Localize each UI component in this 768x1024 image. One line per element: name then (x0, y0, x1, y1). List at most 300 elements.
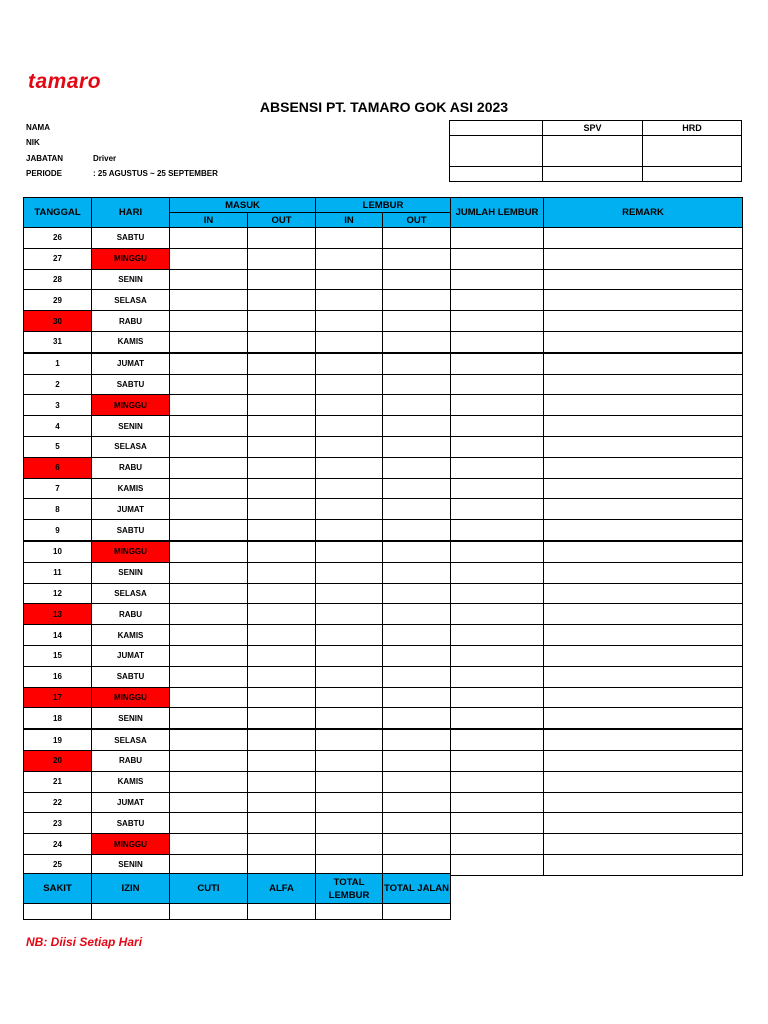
lembur-out-cell[interactable] (383, 583, 451, 604)
remark-cell[interactable] (544, 666, 743, 687)
masuk-out-cell[interactable] (248, 666, 316, 687)
lembur-in-cell[interactable] (316, 771, 383, 792)
summary-izin-value[interactable] (92, 904, 170, 920)
hari-cell: SENIN (92, 269, 170, 290)
hari-cell: JUMAT (92, 792, 170, 813)
tanggal-cell: 23 (24, 813, 92, 834)
summary-alfa: ALFA (248, 874, 316, 904)
jumlah-lembur-cell[interactable] (451, 457, 544, 478)
table-row (24, 708, 743, 729)
lembur-in-cell[interactable] (316, 562, 383, 583)
lembur-out-cell[interactable] (383, 290, 451, 311)
lembur-out-cell[interactable] (383, 813, 451, 834)
hari-cell: JUMAT (92, 645, 170, 666)
note: NB: Diisi Setiap Hari (26, 935, 143, 949)
lembur-out-cell[interactable] (383, 395, 451, 416)
lembur-out-cell[interactable] (383, 750, 451, 771)
masuk-in-cell[interactable] (170, 729, 248, 750)
masuk-in-cell[interactable] (170, 331, 248, 352)
lembur-out-cell[interactable] (383, 687, 451, 708)
jumlah-lembur-cell[interactable] (451, 311, 544, 332)
masuk-in-cell[interactable] (170, 687, 248, 708)
tanggal-cell: 16 (24, 666, 92, 687)
remark-cell[interactable] (544, 499, 743, 520)
lembur-out-cell[interactable] (383, 311, 451, 332)
lembur-in-cell[interactable] (316, 331, 383, 352)
tanggal-cell: 8 (24, 499, 92, 520)
summary-cuti-value[interactable] (170, 904, 248, 920)
masuk-in-cell[interactable] (170, 248, 248, 269)
remark-cell[interactable] (544, 311, 743, 332)
tanggal-cell: 11 (24, 562, 92, 583)
lembur-in-cell[interactable] (316, 248, 383, 269)
masuk-in-cell[interactable] (170, 541, 248, 562)
lembur-out-cell[interactable] (383, 792, 451, 813)
header-lembur-in: IN (316, 213, 383, 228)
remark-cell[interactable] (544, 228, 743, 249)
lembur-out-cell[interactable] (383, 562, 451, 583)
jumlah-lembur-cell[interactable] (451, 290, 544, 311)
lembur-in-cell[interactable] (316, 478, 383, 499)
masuk-in-cell[interactable] (170, 416, 248, 437)
masuk-out-cell[interactable] (248, 395, 316, 416)
jumlah-lembur-cell[interactable] (451, 750, 544, 771)
hari-cell: SENIN (92, 854, 170, 875)
hari-cell: MINGGU (92, 834, 170, 855)
summary-alfa-value[interactable] (248, 904, 316, 920)
lembur-in-cell[interactable] (316, 228, 383, 249)
remark-cell[interactable] (544, 541, 743, 562)
lembur-out-cell[interactable] (383, 353, 451, 374)
masuk-out-cell[interactable] (248, 813, 316, 834)
summary-cuti: CUTI (170, 874, 248, 904)
tanggal-cell: 25 (24, 854, 92, 875)
table-row (24, 666, 743, 687)
page-title: ABSENSI PT. TAMARO GOK ASI 2023 (259, 99, 509, 115)
jumlah-lembur-cell[interactable] (451, 645, 544, 666)
remark-cell[interactable] (544, 750, 743, 771)
remark-cell[interactable] (544, 771, 743, 792)
masuk-in-cell[interactable] (170, 353, 248, 374)
jumlah-lembur-cell[interactable] (451, 416, 544, 437)
jumlah-lembur-cell[interactable] (451, 562, 544, 583)
lembur-in-cell[interactable] (316, 708, 383, 729)
signature-table (449, 120, 742, 182)
masuk-out-cell[interactable] (248, 269, 316, 290)
jumlah-lembur-cell[interactable] (451, 478, 544, 499)
tanggal-cell: 20 (24, 750, 92, 771)
table-row (24, 436, 743, 457)
masuk-out-cell[interactable] (248, 604, 316, 625)
table-row (24, 604, 743, 625)
tanggal-cell: 22 (24, 792, 92, 813)
lembur-out-cell[interactable] (383, 416, 451, 437)
table-row (24, 311, 743, 332)
summary-table (23, 873, 451, 920)
masuk-out-cell[interactable] (248, 792, 316, 813)
lembur-in-cell[interactable] (316, 290, 383, 311)
hari-cell: SABTU (92, 666, 170, 687)
masuk-out-cell[interactable] (248, 228, 316, 249)
jumlah-lembur-cell[interactable] (451, 625, 544, 646)
lembur-in-cell[interactable] (316, 792, 383, 813)
lembur-in-cell[interactable] (316, 353, 383, 374)
summary-sakit-value[interactable] (24, 904, 92, 920)
hari-cell: MINGGU (92, 687, 170, 708)
masuk-out-cell[interactable] (248, 750, 316, 771)
remark-cell[interactable] (544, 331, 743, 352)
lembur-in-cell[interactable] (316, 583, 383, 604)
table-row (24, 834, 743, 855)
lembur-in-cell[interactable] (316, 750, 383, 771)
lembur-out-cell[interactable] (383, 666, 451, 687)
tanggal-cell: 9 (24, 520, 92, 541)
table-row (24, 353, 743, 374)
masuk-in-cell[interactable] (170, 625, 248, 646)
lembur-in-cell[interactable] (316, 604, 383, 625)
lembur-in-cell[interactable] (316, 625, 383, 646)
tanggal-cell: 31 (24, 331, 92, 352)
hari-cell: SELASA (92, 436, 170, 457)
hari-cell: MINGGU (92, 395, 170, 416)
remark-cell[interactable] (544, 834, 743, 855)
header-hari: HARI (92, 198, 170, 228)
table-row (24, 331, 743, 352)
hari-cell: SABTU (92, 520, 170, 541)
hari-cell: SENIN (92, 416, 170, 437)
lembur-out-cell[interactable] (383, 457, 451, 478)
summary-total-jalan-value[interactable] (383, 904, 451, 920)
tanggal-cell: 29 (24, 290, 92, 311)
lembur-out-cell[interactable] (383, 520, 451, 541)
masuk-out-cell[interactable] (248, 834, 316, 855)
lembur-out-cell[interactable] (383, 625, 451, 646)
lembur-out-cell[interactable] (383, 228, 451, 249)
masuk-in-cell[interactable] (170, 395, 248, 416)
masuk-in-cell[interactable] (170, 771, 248, 792)
masuk-out-cell[interactable] (248, 645, 316, 666)
lembur-in-cell[interactable] (316, 834, 383, 855)
hrd-signature-cell[interactable] (643, 136, 742, 167)
masuk-in-cell[interactable] (170, 311, 248, 332)
hari-cell: SABTU (92, 228, 170, 249)
header-jumlah-lembur: JUMLAH LEMBUR (451, 198, 544, 228)
masuk-out-cell[interactable] (248, 478, 316, 499)
header-masuk-in: IN (170, 213, 248, 228)
lembur-out-cell[interactable] (383, 771, 451, 792)
lembur-out-cell[interactable] (383, 478, 451, 499)
hari-cell: SABTU (92, 374, 170, 395)
table-row (24, 729, 743, 750)
masuk-in-cell[interactable] (170, 604, 248, 625)
hari-cell: SELASA (92, 729, 170, 750)
summary-total-lembur: TOTAL LEMBUR (316, 874, 383, 904)
lembur-out-cell[interactable] (383, 604, 451, 625)
tanggal-cell: 30 (24, 311, 92, 332)
lembur-out-cell[interactable] (383, 248, 451, 269)
remark-cell[interactable] (544, 729, 743, 750)
lembur-out-cell[interactable] (383, 269, 451, 290)
masuk-in-cell[interactable] (170, 750, 248, 771)
jumlah-lembur-cell[interactable] (451, 436, 544, 457)
company-logo: tamaro (28, 70, 102, 93)
masuk-in-cell[interactable] (170, 666, 248, 687)
hari-cell: KAMIS (92, 771, 170, 792)
tanggal-cell: 5 (24, 436, 92, 457)
lembur-out-cell[interactable] (383, 499, 451, 520)
masuk-out-cell[interactable] (248, 520, 316, 541)
jumlah-lembur-cell[interactable] (451, 499, 544, 520)
masuk-in-cell[interactable] (170, 813, 248, 834)
masuk-in-cell[interactable] (170, 290, 248, 311)
summary-total-jalan: TOTAL JALAN (383, 874, 451, 904)
lembur-in-cell[interactable] (316, 269, 383, 290)
hari-cell: RABU (92, 457, 170, 478)
table-row (24, 290, 743, 311)
remark-cell[interactable] (544, 854, 743, 875)
masuk-out-cell[interactable] (248, 625, 316, 646)
masuk-out-cell[interactable] (248, 729, 316, 750)
lembur-in-cell[interactable] (316, 395, 383, 416)
hari-cell: SABTU (92, 813, 170, 834)
lembur-in-cell[interactable] (316, 520, 383, 541)
tanggal-cell: 2 (24, 374, 92, 395)
lembur-out-cell[interactable] (383, 541, 451, 562)
hari-cell: KAMIS (92, 478, 170, 499)
remark-cell[interactable] (544, 625, 743, 646)
jumlah-lembur-cell[interactable] (451, 771, 544, 792)
jumlah-lembur-cell[interactable] (451, 583, 544, 604)
header-lembur: LEMBUR (316, 198, 451, 213)
remark-cell[interactable] (544, 416, 743, 437)
jumlah-lembur-cell[interactable] (451, 792, 544, 813)
masuk-out-cell[interactable] (248, 499, 316, 520)
masuk-out-cell[interactable] (248, 353, 316, 374)
masuk-out-cell[interactable] (248, 562, 316, 583)
jumlah-lembur-cell[interactable] (451, 813, 544, 834)
jumlah-lembur-cell[interactable] (451, 331, 544, 352)
masuk-in-cell[interactable] (170, 499, 248, 520)
masuk-out-cell[interactable] (248, 416, 316, 437)
lembur-in-cell[interactable] (316, 687, 383, 708)
masuk-in-cell[interactable] (170, 374, 248, 395)
remark-cell[interactable] (544, 708, 743, 729)
masuk-in-cell[interactable] (170, 436, 248, 457)
table-row (24, 583, 743, 604)
masuk-out-cell[interactable] (248, 771, 316, 792)
masuk-out-cell[interactable] (248, 374, 316, 395)
hari-cell: RABU (92, 604, 170, 625)
tanggal-cell: 3 (24, 395, 92, 416)
masuk-out-cell[interactable] (248, 687, 316, 708)
table-row (24, 269, 743, 290)
tanggal-cell: 18 (24, 708, 92, 729)
table-row (24, 499, 743, 520)
masuk-out-cell[interactable] (248, 541, 316, 562)
remark-cell[interactable] (544, 395, 743, 416)
table-row (24, 374, 743, 395)
masuk-out-cell[interactable] (248, 457, 316, 478)
lembur-out-cell[interactable] (383, 834, 451, 855)
lembur-out-cell[interactable] (383, 331, 451, 352)
masuk-in-cell[interactable] (170, 834, 248, 855)
header-masuk: MASUK (170, 198, 316, 213)
lembur-in-cell[interactable] (316, 645, 383, 666)
lembur-in-cell[interactable] (316, 457, 383, 478)
lembur-out-cell[interactable] (383, 645, 451, 666)
tanggal-cell: 6 (24, 457, 92, 478)
hari-cell: KAMIS (92, 625, 170, 646)
masuk-out-cell[interactable] (248, 436, 316, 457)
lembur-in-cell[interactable] (316, 374, 383, 395)
tanggal-cell: 21 (24, 771, 92, 792)
tanggal-cell: 4 (24, 416, 92, 437)
remark-cell[interactable] (544, 290, 743, 311)
remark-cell[interactable] (544, 562, 743, 583)
hrd-name-cell[interactable] (643, 167, 742, 182)
lembur-in-cell[interactable] (316, 541, 383, 562)
table-row (24, 750, 743, 771)
jumlah-lembur-cell[interactable] (451, 708, 544, 729)
jumlah-lembur-cell[interactable] (451, 687, 544, 708)
masuk-out-cell[interactable] (248, 311, 316, 332)
table-row (24, 457, 743, 478)
masuk-in-cell[interactable] (170, 520, 248, 541)
jumlah-lembur-cell[interactable] (451, 269, 544, 290)
table-row (24, 645, 743, 666)
table-row (24, 771, 743, 792)
masuk-out-cell[interactable] (248, 290, 316, 311)
remark-cell[interactable] (544, 374, 743, 395)
remark-cell[interactable] (544, 645, 743, 666)
tanggal-cell: 26 (24, 228, 92, 249)
lembur-in-cell[interactable] (316, 813, 383, 834)
lembur-in-cell[interactable] (316, 311, 383, 332)
jumlah-lembur-cell[interactable] (451, 666, 544, 687)
jumlah-lembur-cell[interactable] (451, 374, 544, 395)
jumlah-lembur-cell[interactable] (451, 353, 544, 374)
spv-signature-cell[interactable] (543, 136, 643, 167)
summary-sakit: SAKIT (24, 874, 92, 904)
masuk-in-cell[interactable] (170, 792, 248, 813)
header-masuk-out: OUT (248, 213, 316, 228)
lembur-in-cell[interactable] (316, 416, 383, 437)
tanggal-cell: 19 (24, 729, 92, 750)
hari-cell: SELASA (92, 290, 170, 311)
lembur-out-cell[interactable] (383, 374, 451, 395)
masuk-in-cell[interactable] (170, 708, 248, 729)
masuk-out-cell[interactable] (248, 708, 316, 729)
table-row (24, 813, 743, 834)
masuk-out-cell[interactable] (248, 331, 316, 352)
table-row (24, 228, 743, 249)
tanggal-cell: 24 (24, 834, 92, 855)
jumlah-lembur-cell[interactable] (451, 395, 544, 416)
lembur-in-cell[interactable] (316, 729, 383, 750)
hari-cell: RABU (92, 311, 170, 332)
summary-izin: IZIN (92, 874, 170, 904)
hari-cell: MINGGU (92, 248, 170, 269)
spv-header: SPV (543, 121, 643, 136)
masuk-out-cell[interactable] (248, 248, 316, 269)
table-row (24, 248, 743, 269)
table-row (24, 562, 743, 583)
hrd-header: HRD (643, 121, 742, 136)
jumlah-lembur-cell[interactable] (451, 541, 544, 562)
lembur-out-cell[interactable] (383, 436, 451, 457)
tanggal-cell: 14 (24, 625, 92, 646)
header-lembur-out: OUT (383, 213, 451, 228)
jumlah-lembur-cell[interactable] (451, 604, 544, 625)
lembur-in-cell[interactable] (316, 666, 383, 687)
hari-cell: KAMIS (92, 331, 170, 352)
table-row (24, 792, 743, 813)
jumlah-lembur-cell[interactable] (451, 854, 544, 875)
table-row (24, 625, 743, 646)
table-row (24, 478, 743, 499)
remark-cell[interactable] (544, 269, 743, 290)
lembur-in-cell[interactable] (316, 499, 383, 520)
masuk-in-cell[interactable] (170, 478, 248, 499)
jumlah-lembur-cell[interactable] (451, 228, 544, 249)
jumlah-lembur-cell[interactable] (451, 248, 544, 269)
attendance-rows (24, 228, 743, 876)
summary-total-lembur-value[interactable] (316, 904, 383, 920)
lembur-in-cell[interactable] (316, 436, 383, 457)
masuk-in-cell[interactable] (170, 228, 248, 249)
hari-cell: SENIN (92, 562, 170, 583)
header-remark: REMARK (544, 198, 743, 228)
tanggal-cell: 1 (24, 353, 92, 374)
hari-cell: JUMAT (92, 353, 170, 374)
masuk-in-cell[interactable] (170, 562, 248, 583)
remark-cell[interactable] (544, 436, 743, 457)
lembur-out-cell[interactable] (383, 729, 451, 750)
table-row (24, 520, 743, 541)
hari-cell: RABU (92, 750, 170, 771)
masuk-in-cell[interactable] (170, 645, 248, 666)
remark-cell[interactable] (544, 687, 743, 708)
remark-cell[interactable] (544, 248, 743, 269)
hari-cell: SELASA (92, 583, 170, 604)
table-row (24, 395, 743, 416)
remark-cell[interactable] (544, 520, 743, 541)
lembur-out-cell[interactable] (383, 708, 451, 729)
masuk-in-cell[interactable] (170, 269, 248, 290)
remark-cell[interactable] (544, 792, 743, 813)
tanggal-cell: 10 (24, 541, 92, 562)
masuk-in-cell[interactable] (170, 457, 248, 478)
jumlah-lembur-cell[interactable] (451, 520, 544, 541)
remark-cell[interactable] (544, 457, 743, 478)
masuk-out-cell[interactable] (248, 583, 316, 604)
remark-cell[interactable] (544, 813, 743, 834)
table-row (24, 541, 743, 562)
remark-cell[interactable] (544, 583, 743, 604)
jumlah-lembur-cell[interactable] (451, 729, 544, 750)
remark-cell[interactable] (544, 478, 743, 499)
hari-cell: SENIN (92, 708, 170, 729)
remark-cell[interactable] (544, 604, 743, 625)
table-row (24, 416, 743, 437)
hari-cell: MINGGU (92, 541, 170, 562)
masuk-in-cell[interactable] (170, 583, 248, 604)
jumlah-lembur-cell[interactable] (451, 834, 544, 855)
spv-name-cell[interactable] (543, 167, 643, 182)
tanggal-cell: 28 (24, 269, 92, 290)
remark-cell[interactable] (544, 353, 743, 374)
table-row (24, 687, 743, 708)
